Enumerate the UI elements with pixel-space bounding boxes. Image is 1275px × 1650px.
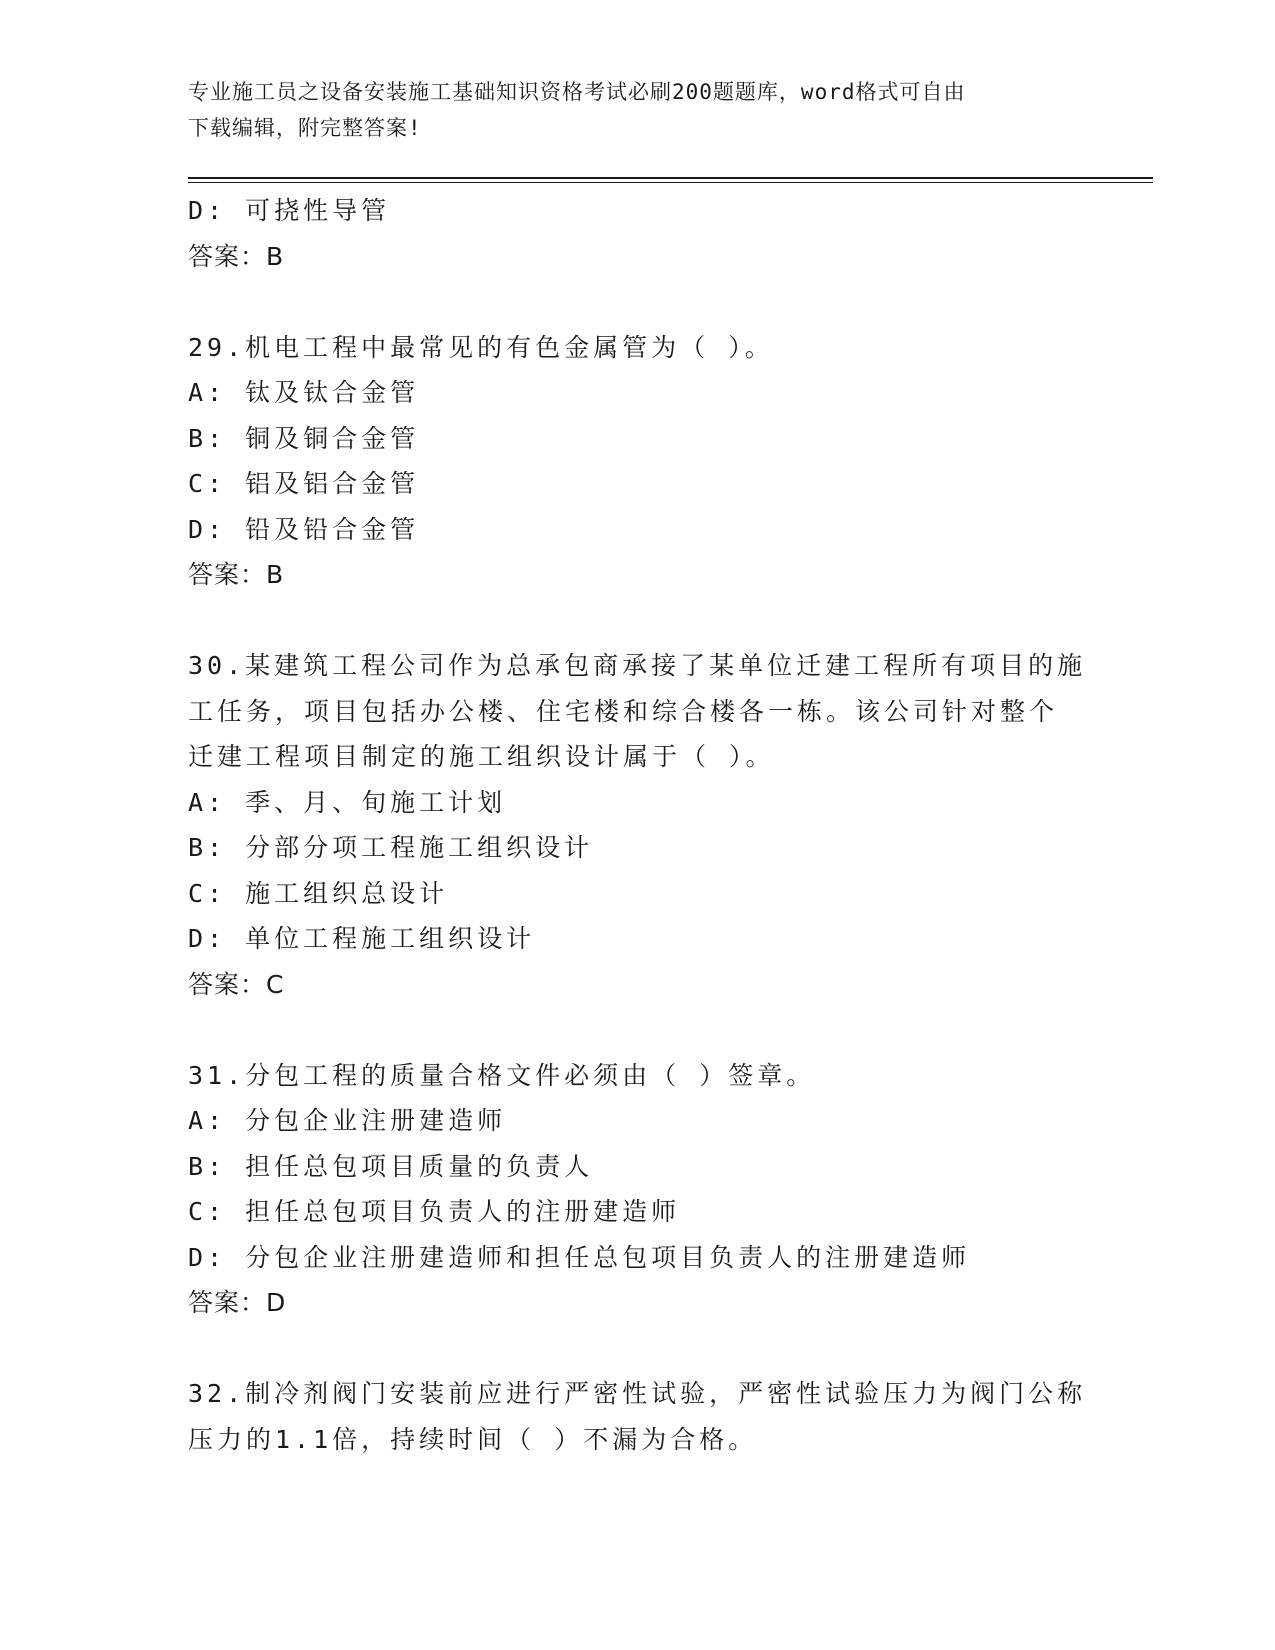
option-a: A: 分包企业注册建造师 — [188, 1106, 507, 1135]
option-b: B: 铜及铜合金管 — [188, 423, 420, 453]
option-b: B: 担任总包项目质量的负责人 — [188, 1151, 594, 1181]
previous-option-d: D: 可挠性导管 — [188, 196, 391, 225]
option-a: A: 季、月、旬施工计划 — [188, 787, 507, 817]
question-30 — [188, 643, 1088, 1007]
spacer — [188, 598, 1088, 644]
question-31 — [188, 1053, 1088, 1326]
answer: 答案：D — [188, 1288, 287, 1317]
question-32 — [188, 1371, 1088, 1462]
option-d: D: 分包企业注册建造师和担任总包项目负责人的注册建造师 — [188, 1242, 971, 1272]
option-d: D: 铅及铅合金管 — [188, 514, 420, 544]
question-stem-line-1: 30.某建筑工程公司作为总承包商承接了某单位迁建工程所有项目的施 — [188, 651, 1087, 680]
option-c: C: 担任总包项目负责人的注册建造师 — [188, 1197, 681, 1226]
answer: 答案：B — [188, 560, 285, 589]
option-a: A: 钛及钛合金管 — [188, 378, 420, 407]
question-stem-line-1: 32.制冷剂阀门安装前应进行严密性试验，严密性试验压力为阀门公称 — [188, 1379, 1087, 1408]
option-c: C: 铝及铝合金管 — [188, 469, 420, 498]
option-c: C: 施工组织总设计 — [188, 878, 449, 908]
question-stem: 31.分包工程的质量合格文件必须由（ ）签章。 — [188, 1060, 816, 1090]
answer: 答案：C — [188, 969, 285, 999]
header-title-line-2: 下载编辑，附完整答案! — [188, 116, 422, 140]
spacer — [188, 1326, 1088, 1372]
question-stem-line-3: 迁建工程项目制定的施工组织设计属于（ ）。 — [188, 742, 775, 771]
question-stem-line-2: 压力的1.1倍，持续时间（ ）不漏为合格。 — [188, 1424, 758, 1454]
header-divider-thick — [188, 177, 1153, 179]
page-header — [188, 74, 1078, 146]
previous-answer: 答案：B — [188, 241, 285, 271]
question-29 — [188, 325, 1088, 598]
spacer — [188, 279, 1088, 325]
option-d: D: 单位工程施工组织设计 — [188, 924, 536, 953]
question-stem-line-2: 工任务，项目包括办公楼、住宅楼和综合楼各一栋。该公司针对整个 — [188, 696, 1059, 726]
question-stem: 29.机电工程中最常见的有色金属管为（ ）。 — [188, 332, 774, 362]
header-divider-thin — [188, 182, 1153, 183]
spacer — [188, 1007, 1088, 1053]
question-list — [188, 188, 1088, 1462]
option-b: B: 分部分项工程施工组织设计 — [188, 833, 594, 862]
header-title-line-1: 专业施工员之设备安装施工基础知识资格考试必刷200题题库，word格式可自由 — [188, 80, 966, 104]
